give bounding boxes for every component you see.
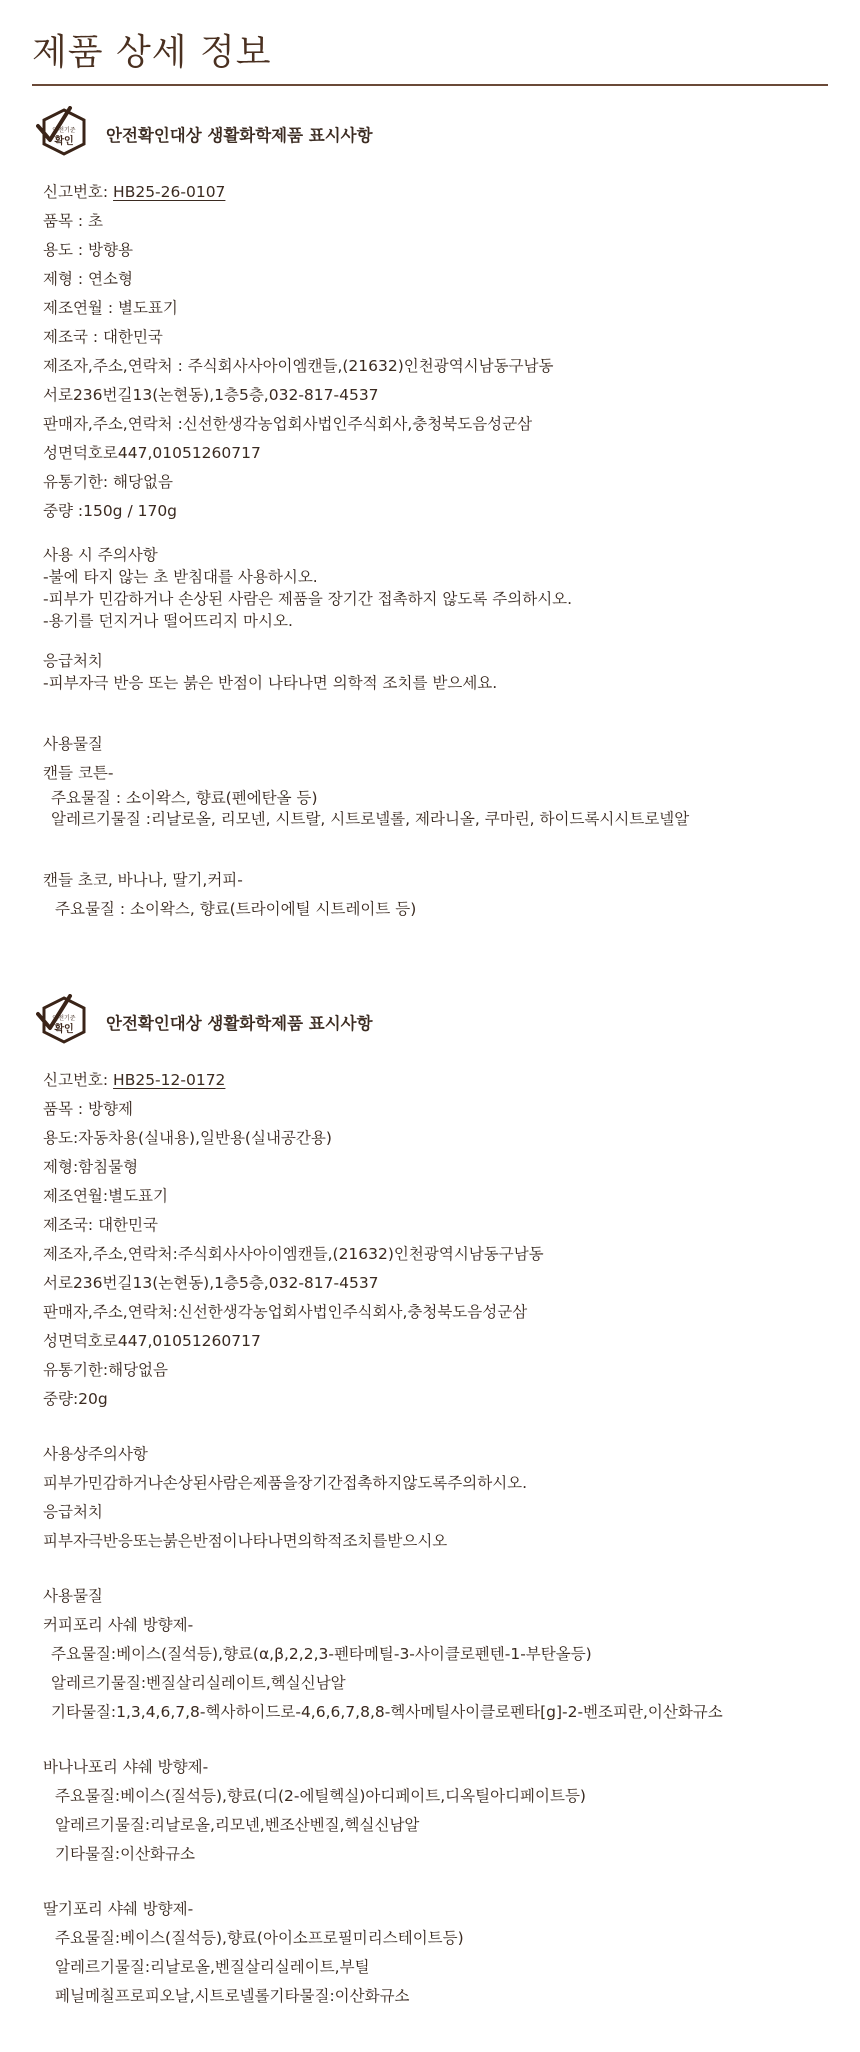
section-header [36,106,834,162]
material-item: 기타물질:1,3,4,6,7,8-헥사하이드로-4,6,6,7,8,8-헥사메틸사이클로펜타[g]-2-벤조피란,이산화규소 [51,1703,723,1721]
material-group-name: 딸기포리 샤쉐 방향제- [43,1900,194,1918]
emergency-title: 응급처치 [43,652,103,670]
info-line: 용도 : 방향용 [43,241,133,259]
registration-label: 신고번호: [43,183,114,201]
caution-line: -피부가 민감하거나 손상된 사람은 제품을 장기간 접촉하지 않도록 주의하시오. [43,590,573,608]
caution-title: 사용상주의사항 [43,1445,148,1463]
info-line: 유통기한:해당없음 [43,1361,169,1379]
info-line: 용도:자동차용(실내용),일반용(실내공간용) [43,1129,332,1147]
material-item: 알레르기물질:리날로올,리모넨,벤조산벤질,헥실신남알 [55,1816,420,1834]
registration-line [43,1066,834,1095]
info-line: 성면덕호로447,01051260717 [43,444,261,462]
safety-check-icon [36,106,92,158]
material-item: 알레르기물질:리날로올,벤질살리실레이트,부틸 [55,1958,370,1976]
svg-text:확인: 확인 [54,1024,74,1035]
caution-title: 사용 시 주의사항 [43,546,158,564]
info-line: 제조국 : 대한민국 [43,328,163,346]
registration-number: HB25-12-0172 [113,1071,226,1089]
material-item: 주요물질:베이스(질석등),향료(α,β,2,2,3-펜타메틸-3-사이클로펜텐-1-부탄올등) [51,1645,592,1663]
section-title: 안전확인대상 생활화학제품 표시사항 [106,1014,373,1033]
info-line: 제조연월 : 별도표기 [43,299,178,317]
caution-line: -용기를 던지거나 떨어뜨리지 마시오. [43,612,293,630]
info-line: 서로236번길13(논현동),1층5층,032-817-4537 [43,1274,379,1292]
registration-label: 신고번호: [43,1071,114,1089]
material-group-name: 캔들 초코, 바나나, 딸기,커피- [43,871,243,889]
info-line: 판매자,주소,연락처:신선한생각농업회사법인주식회사,충청북도음성군삼 [43,1303,528,1321]
materials-title: 사용물질 [43,1587,103,1605]
safety-check-icon [36,994,92,1046]
section-title: 안전확인대상 생활화학제품 표시사항 [106,126,373,145]
material-item: 페닐메칠프로피오날,시트로넬롤기타물질:이산화규소 [55,1987,410,2005]
title-divider [32,84,828,86]
info-line: 성면덕호로447,01051260717 [43,1332,261,1350]
material-item: 알레르기물질:벤질살리실레이트,헥실신남알 [51,1674,346,1692]
page-title: 제품 상세 정보 [32,32,272,73]
caution-line: 피부가민감하거나손상된사람은제품을장기간접촉하지않도록주의하시오. [43,1474,528,1492]
material-group-name: 바나나포리 샤쉐 방향제- [43,1758,209,1776]
section-header [36,994,834,1050]
info-line: 중량 :150g / 170g [43,502,178,520]
info-line: 유통기한: 해당없음 [43,473,173,491]
material-item: 주요물질 : 소이왁스, 향료(트라이에틸 시트레이트 등) [55,900,417,918]
material-item: 알레르기물질 :리날로올, 리모넨, 시트랄, 시트로넬롤, 제라니올, 쿠마린, 하이드록시시트로넬알 [51,810,690,828]
material-item: 주요물질:베이스(질석등),향료(디(2-에틸헥실)아디페이트,디옥틸아디페이트등) [55,1787,586,1805]
material-item: 주요물질 : 소이왁스, 향료(펜에탄올 등) [51,789,318,807]
info-line: 품목 : 방향제 [43,1100,133,1118]
emergency-line: 피부자극반응또는붉은반점이나타나면의학적조치를받으시오 [43,1532,448,1550]
info-line: 중량:20g [43,1390,108,1408]
label-section-2 [34,994,834,2011]
registration-line [43,178,834,207]
registration-number: HB25-26-0107 [113,183,226,201]
emergency-title: 응급처치 [43,1503,103,1521]
info-line: 제형:함침물형 [43,1158,139,1176]
info-line: 제조국: 대한민국 [43,1216,158,1234]
material-group-name: 커피포리 사쉐 방향제- [43,1616,194,1634]
info-line: 제조연월:별도표기 [43,1187,169,1205]
label-section-1 [34,106,834,924]
info-line: 제형 : 연소형 [43,270,133,288]
svg-text:안전기준: 안전기준 [52,1015,76,1022]
materials-title: 사용물질 [43,735,103,753]
emergency-line: -피부자극 반응 또는 붉은 반점이 나타나면 의학적 조치를 받으세요. [43,674,498,692]
material-group-name: 캔들 코튼- [43,764,114,782]
svg-text:확인: 확인 [54,136,74,147]
material-item: 기타물질:이산화규소 [55,1845,195,1863]
info-line: 품목 : 초 [43,212,103,230]
info-line: 제조자,주소,연락처 : 주식회사사아이엠캔들,(21632)인천광역시남동구남동 [43,357,554,375]
info-line: 제조자,주소,연락처:주식회사사아이엠캔들,(21632)인천광역시남동구남동 [43,1245,544,1263]
info-line: 판매자,주소,연락처 :신선한생각농업회사법인주식회사,충청북도음성군삼 [43,415,533,433]
info-line: 서로236번길13(논현동),1층5층,032-817-4537 [43,386,379,404]
svg-text:안전기준: 안전기준 [52,127,76,134]
material-item: 주요물질:베이스(질석등),향료(아이소프로필미리스테이트등) [55,1929,464,1947]
caution-line: -불에 타지 않는 초 받침대를 사용하시오. [43,568,318,586]
